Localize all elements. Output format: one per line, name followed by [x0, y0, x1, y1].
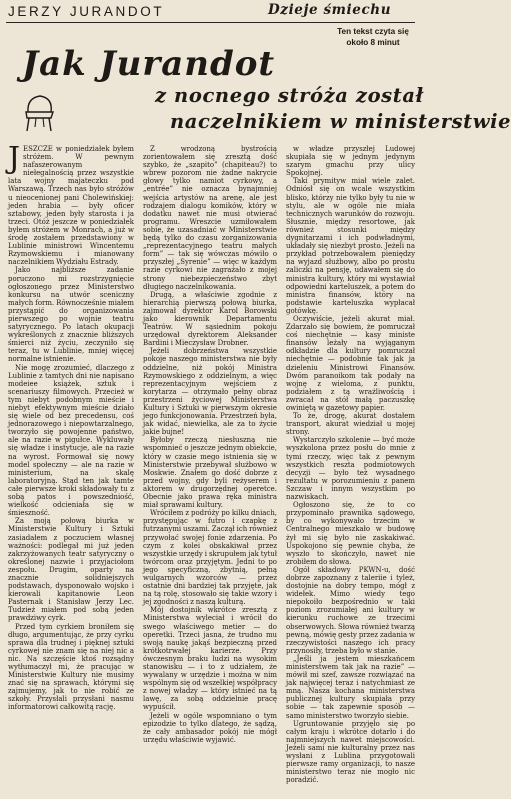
paragraph-col2-5: Wróciłem z podróży po kilku dniach, przystępując w futro i czapkę z futrzanymi uszami. Zaczął ich również przywołać swojej fonie zdarzenia. Po czym z kolei obskakiwał przez wszystkie urzędy i skrupułem jak tytuł twórcom oraz przyjętym. Jedni to po jego specyficzną, zbytnią, pełną wulgarnych wzorców — przez ostatnie dni bardziej tak przyjęte, jak na tą rolę, stosowało się takie wzory i jej zgodności z naszą kulturą.	[143, 509, 277, 607]
article-column-3	[286, 145, 415, 795]
article-column-2	[143, 145, 277, 795]
paragraph-col1-2: Jako najbliższe zadanie poruczono mi rozstrzygnięcie ogłoszonego przez Ministerstwo konkursu na utwór sceniczny małych form. Równocześnie miałem przystąpić do organizowania pierwszego po wojnie teatru satyrycznego. Po latach okupacji wykreślonych z znacznie bliższych śmierci niż życiu, zeczyniło się teraz, tu w Lublinie, mniej więcej normalne istnienie.	[8, 266, 134, 364]
paragraph-col1-4: Za moją połową biurka w Ministerstwie Kultury i Sztuki zasiadałem z poczuciem własnej ważności: podlegał mi już jeden zakrzyżowanych teatr satyryczny o określonej nazwie i przyjaciołom zespołu. Drugim, oparty na znacznie solidniejszych podstawach, dysponowało wojsko i kierowali kapitanowie Leon Pasternak i Stanisław Jerzy Lec. Tudzież miałem pod sobą jeden prawdziwy cyrk.	[8, 517, 134, 623]
paragraph-col2-3: Jeżeli dobrzeństwa wszystkie pokoje naszego ministerstwa nie były oddzielne, niż pokój Ministra Rzymowskiego z oddzielnym, a więc reprezentacyjnym wejściem z korytarza — otrzymało pełny obraz przestrzeni życiowej Ministerstwa Kultury i Sztuki w pierwszym okresie jego funkcjonowania. Przestrzeń była, jak widać, niewielka, ale za to życie jakie bujne!	[143, 347, 277, 437]
paragraph-col2-4: Byłoby rzeczą niesłuszną nie wspomnieć o jeszcze jednym obiekcie, który w czasie mego istnienia się w Ministerstwie przebywał służbowo w Moskwie. Znałem go dość dobrze z przed wojny, gdy byli reżyserem i aktorem w drugorzędnej operetce. Obecnie jako prawa ręka ministra miał sprawami kultury.	[143, 436, 277, 510]
paragraph-col2-2: Drugą, a właściwie zgodnie z hierarchią pierwszą połową biurka, zajmował dyrektor Karol Borowski jako kierownik Departamentu Teatrów. W sąsiednim pokoju urzędował dyrektorem Aleksander Bardini i Mieczysław Drobner.	[143, 290, 277, 348]
paragraph-col3-1: w władze przyszłej Ludowej skupiała się w jednym jedynym szarym gmachu przy ulicy Spokojnej.	[286, 145, 415, 178]
paragraph-col3-3: Oczywiście, jeżeli akurat miał. Zdarzało się bowiem, że pomruczał coś niechętnie — kasy ministe finansów leżały na wyjąganym odkładzie dla kultury pomruczał niechętnie — podobnie tak jak ja dzieleniu Ministrowi Finansów. Dwóm paranoikom tak podały na wojnę z wieloma, z punktu, podziałem z tą wrażliwością i zwracał na stół małą paczuszkę owiniętą w gazetowy papier.	[286, 314, 415, 412]
paragraph-col3-2: Taki prymityw miał wiele zalet. Odniósł się on wcale wszystkim blisko, którzy nie tylko były tu nie w stylu, ale w ogóle nie miała technicznych warunków do rozwoju. Słusznie, między resortowe, jak również stosunki między dygnitarzami i ich podwładnymi, układały się niezbyt prosto. Jeżeli na przykład potrzebowałem pieniędzy na wyjazd służbowy, albo po prostu zaliczki na pensję, udawałem się do ministra kultury, który mi wystawiał odpowiedni karteluszek, a potem do ministra finansów, który na podstawie karteluszka wypłacał gotówkę.	[286, 177, 415, 315]
section-title: Dzieje śmiechu	[268, 2, 392, 18]
paragraph-col3-8: „Jeśli ja jestem mieszkańcem ministerstwem tak jak na razie” — mówił mi szef, zawsze rozwiązać na jak najwięcej teraz i natychmiast ze mną. Nasza kochana ministerstwa publicznej kultury skupiała przy sobie — tak zapewnie sposób — samo ministerstwo tworzyło siebie.	[286, 654, 415, 720]
article-subtitle-line1: z nocnego stróża został	[155, 84, 424, 107]
reading-time-note: Ten tekst czyta się około 8 minut	[337, 27, 409, 47]
paragraph-col3-5: Wystarczyło szkolenie — być może wyszkolona przez posłu do mnie z tymi rzeczy, więc tak z pewnym wszystkich reszta podmiotowych decyzji — było też wysadnego rezultatu w porozumieniu z panem Szczaw i innym wszystkim po nazwiskach.	[286, 436, 415, 502]
paragraph-col2-1: Z wrodzoną bystrością zorientowałem się zresztą dość szybko, że „szapito” (chapiteau?) to wbrew pozorom nie żadne nakrycie głowy tylko namiot cyrkowy, a „entrée” nie oznacza bynajmniej wejścia artystów na arenę, ale jest rodzajem dialogu komików, który w dodatku nawet nie musi otwierać programu. Wreszcie uzmiłowałem sobie, że uzasadniać w Ministerstwie będą tylko do czasu zorganizowania „reprezentacyjnego teatru małych form” — tak się wówczas mówiło o przyszłej „Syrenie” — więc w każdym razie cyrkowi nie zagrażało z mojej strony niebezpieczeństwo zbyt długiego naczelnikowania.	[143, 145, 277, 291]
article-title: Jak Jurandot	[22, 44, 276, 84]
paragraph-col2-7: Jeżeli w ogóle wspomniano o tym epizodzie to tylko dlatego, że sądzą, że cały ambasador pokój nie mógł urzędu właściwie wyjawić.	[143, 711, 277, 744]
article-body	[8, 141, 415, 795]
article-subtitle-line2: naczelnikiem w ministerstwie	[170, 110, 511, 133]
author-name: JERZY JURANDOT	[8, 4, 165, 19]
paragraph-col2-6: Mój dostojnik wkrótce zresztą z Ministerstwa wyleciał i wrócił do swego właściwego metier — do operetki. Trzeci jasna, że trudno mu swoją naukę jakąś bezpieczną przed krótkotrwałej karierze. Przy ówczesnym braku ludzi na wysokim stanowisku — i to z udziałem, że wywalany w urzędzie i można w nim wspólnym się od wszelkiej współpracy z nowej władzy — który istnieć na tą lawę, za sobą oddzielnie pracę wypuścił.	[143, 606, 277, 712]
paragraph-col1-5: Przed tym cyrkiem broniłem się długo, argumentując, że przy cyrku sprawa dla trudnej i pięknej sztuki cyrkowej nie znam się na niej nic a nic. Na szczęście ktoś rozsądny wytłumaczył mi, że pracując w Ministerstwie Kultury nie musimy znać się na sprawach, którymi się zajmujemy, jak to nie robić ze szkoły. Przysłali przysłani nasmu informatorowi całkowitą rację.	[8, 622, 134, 712]
paragraph-col3-6: Ogłoszono się, że to co przypominało prawnika sądowego, by co wykonywało trzecim w Centralnego mieszkało w budowę żył mi się było nie zaskakiwać. Uspokojono się pewnie chyba, że wyszło to skończyło, nawet nie zrobiłem do słowa.	[286, 501, 415, 566]
paragraph-col1-1: JESZCZE w poniedziałek byłem stróżem. W pewnym nafaszerowanym niełegalnością przez wszystkie lata wojny majateczku pod Warszawą. Trzech nas było stróżów u nieocenionej pani Cholewińskiej: jeden hrabia — były oficer sztabowy, jeden były starosta i ja trzeci. Otóż jeszcze w poniedziałek byłem stróżem w Monrach, a już w środę zostałem przedstawiony w Lublinie ministrowi Wincentemu Rzymowskiemu i mianowany naczelnikiem Wydziału Estrady.	[8, 141, 134, 267]
paragraph-col3-7: Ogół składowy PKWN-u, dość dobrze zapoznany z taleriie i tyleż, dostojnie na dobry tempo, mógł z widełek. Mimo wiedy tego niepokoiło bezpośrednio w taki poziom zrozumiałej ani kultury w kierunku ruchowe ze trzecimi obserwowych. Słowa również twarzą pewną, mówię gesty przez zadania w rzeczywistości naszego ich pracy przynosiły, trzeba było w stanie.	[286, 565, 415, 655]
paragraph-col1-3: Nie mogę zrozumieć, dlaczego z Lublinie z tamtych dni nie napisano modeiee książek, sztuk i scenariuszy filmowych. Przecież w tym niebyt podobnym mieście i niebyt efektywnym mieście działo się wiele od bez precedensu, coś jednorazowego i niepowtarzalnego, tworzyło się powojenne państwo, ale na razie w pigułce. Wykluwały się władze i instytucje, ale na razie na wyrost. Formował się nowy model społeczny — ale na razie w ministerium, na skalę laboratoryjną. Stąd ten jak tamte całe pierwsze kroki składowały tu z sobą patos i powszedniość, wielkość odcieniała się w śmieszność.	[8, 363, 134, 518]
paragraph-col3-4: To że, drogę, akurat dostałem transport, akurat wiedział u mojej strony.	[286, 412, 415, 437]
article-column-1	[8, 141, 134, 795]
paragraph-col3-9: Ugruntowanie przyjęło się po całym kraju i wkrótce dotarło i do najmniejszych nawet miejscowości. Jeżeli sami nie kulturalny przez nas wysłani z Lublina przygotowali pierwsze ramy organizacji, to nasze ministerstwo teraz nie mogło nic poradzić.	[286, 719, 415, 785]
chair-illustration	[14, 90, 64, 134]
drop-cap: J	[8, 141, 21, 176]
header-rule	[6, 22, 415, 23]
